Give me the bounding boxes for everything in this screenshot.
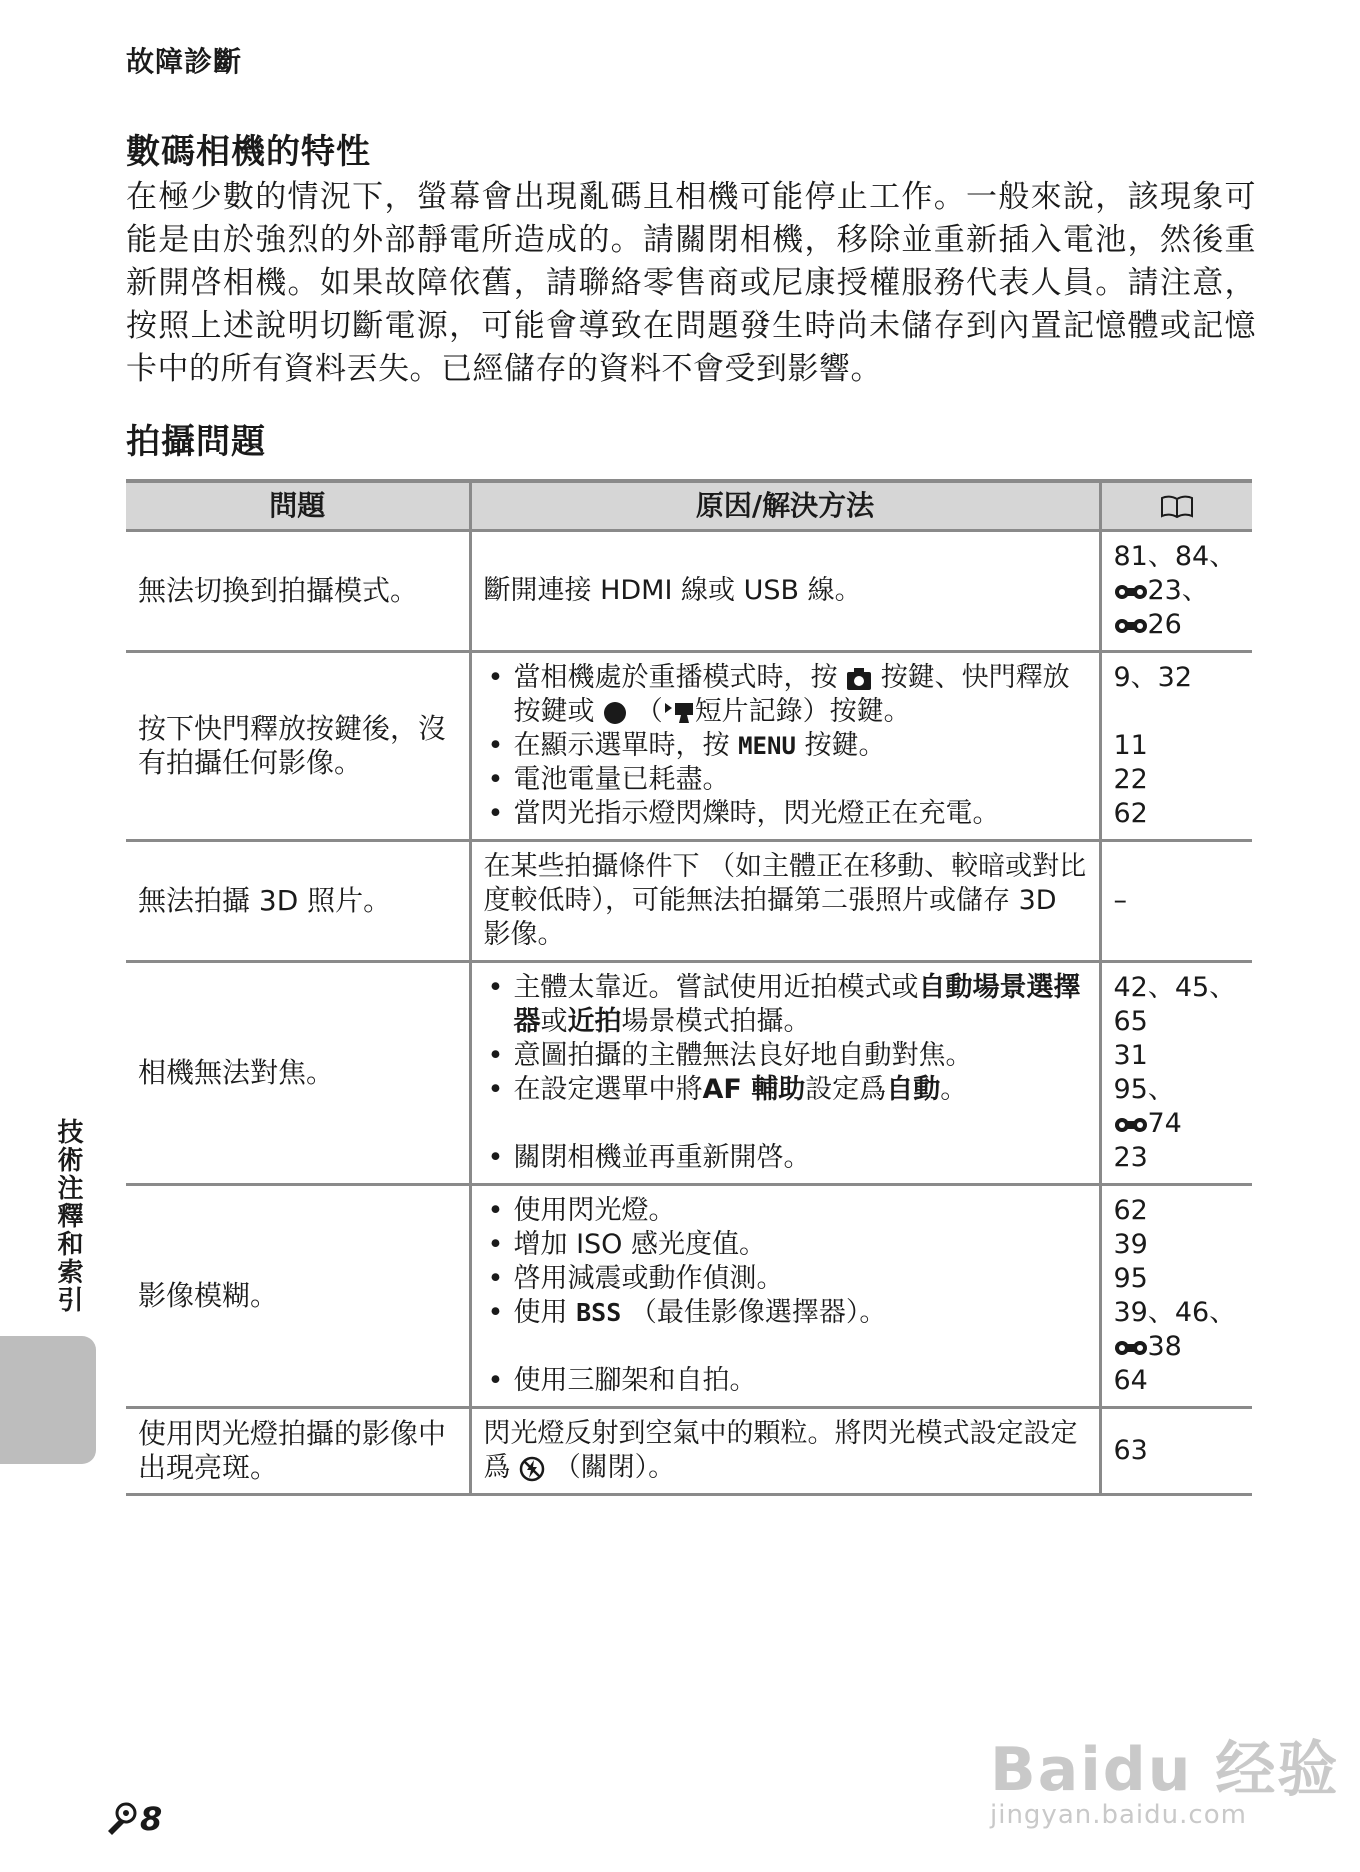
af-assist-label: AF 輔助	[702, 1074, 806, 1105]
table-row	[126, 1408, 1252, 1495]
camera-shooting-mode-icon	[846, 667, 872, 691]
scene-auto-selector-label: 自動場景選擇器	[513, 972, 1081, 1037]
table-row	[126, 962, 1252, 1185]
cause-item: • 關閉相機並再重新開啓。	[484, 1141, 1089, 1175]
reference-page: 31	[1113, 1040, 1148, 1071]
reference-section-icon	[1114, 582, 1148, 602]
bss-label: BSS	[576, 1298, 622, 1327]
troubleshooting-table	[126, 479, 1252, 1496]
cause-item: • 使用三腳架和自拍。	[484, 1364, 1089, 1398]
reference-cell	[1100, 531, 1252, 652]
page-number-text: 8	[140, 1800, 163, 1838]
header-reference	[1100, 481, 1252, 531]
header-cause: 原因/解決方法	[470, 481, 1100, 531]
cause-item: • 在設定選單中將AF 輔助設定爲自動。	[484, 1073, 1089, 1107]
reference-page: 95	[1113, 1263, 1148, 1294]
reference-page: 22	[1113, 764, 1148, 795]
reference-page: 42、45、	[1113, 972, 1237, 1003]
cause-item: • 啓用減震或動作偵測。	[484, 1262, 1089, 1296]
reference-page: 23	[1113, 1142, 1148, 1173]
problem-cell: 按下快門釋放按鍵後，沒有拍攝任何影像。	[126, 652, 470, 841]
reference-page	[1114, 608, 1243, 642]
reference-cell	[1100, 841, 1252, 962]
section-heading-digital-camera: 數碼相機的特性	[126, 132, 371, 172]
cause-item: • 主體太靠近。嘗試使用近拍模式或自動場景選擇器或近拍場景模式拍攝。	[484, 971, 1089, 1039]
watermark-sub-text: jingyan.baidu.com	[990, 1800, 1247, 1830]
book-icon	[1160, 495, 1194, 519]
reference-page: 39、46、	[1113, 1297, 1237, 1328]
table-row	[126, 841, 1252, 962]
watermark-main-text: Baidu 经验	[990, 1735, 1340, 1805]
reference-page: 81、84、	[1113, 541, 1237, 572]
table-row	[126, 1185, 1252, 1408]
running-header: 故障診斷	[126, 45, 243, 78]
table-header-row	[126, 481, 1252, 531]
problem-cell: 使用閃光燈拍攝的影像中出現亮斑。	[126, 1408, 470, 1495]
reference-page-number: 74	[1147, 1108, 1182, 1139]
table-row	[126, 531, 1252, 652]
cause-cell: 閃光燈反射到空氣中的顆粒。將閃光模式設定設定爲 （關閉）。	[470, 1408, 1100, 1495]
cause-item: • 意圖拍攝的主體無法良好地自動對焦。	[484, 1039, 1089, 1073]
section-heading-shooting-problems: 拍攝問題	[126, 422, 266, 462]
reference-page	[1114, 1330, 1243, 1364]
cause-cell	[470, 962, 1100, 1185]
tools-icon	[104, 1801, 140, 1837]
reference-page-number: 26	[1147, 609, 1182, 640]
cause-item: • 使用 BSS （最佳影像選擇器）。	[484, 1296, 1089, 1330]
menu-button-label: MENU	[738, 732, 796, 760]
flash-off-icon	[519, 1456, 545, 1482]
problem-cell: 相機無法對焦。	[126, 962, 470, 1185]
cause-item: • 在顯示選單時，按 MENU 按鍵。	[484, 729, 1089, 763]
cause-item: • 當閃光指示燈閃爍時，閃光燈正在充電。	[484, 797, 1089, 831]
cause-item: • 當相機處於重播模式時，按 按鍵、快門釋放按鍵或 （ 短片記錄）按鍵。	[484, 661, 1089, 729]
reference-cell	[1100, 1408, 1252, 1495]
reference-cell	[1100, 1185, 1252, 1408]
reference-section-icon	[1114, 616, 1148, 636]
reference-page: 62	[1113, 798, 1148, 829]
watermark	[990, 1722, 1339, 1830]
cause-item: • 增加 ISO 感光度值。	[484, 1228, 1089, 1262]
reference-page: 95、	[1113, 1074, 1175, 1105]
cause-cell: 在某些拍攝條件下 （如主體正在移動、較暗或對比度較低時），可能無法拍攝第二張照片或儲存 3D 影像。	[470, 841, 1100, 962]
reference-page: –	[1113, 885, 1127, 916]
cause-cell	[470, 652, 1100, 841]
record-button-icon	[603, 701, 627, 725]
reference-page	[1114, 574, 1243, 608]
cause-cell	[470, 1185, 1100, 1408]
reference-page: 62	[1113, 1195, 1148, 1226]
movie-icon	[663, 701, 695, 725]
reference-page: 9、32	[1113, 662, 1193, 693]
cause-cell: 斷開連接 HDMI 線或 USB 線。	[470, 531, 1100, 652]
auto-label: 自動	[886, 1074, 941, 1105]
problem-cell: 無法拍攝 3D 照片。	[126, 841, 470, 962]
section-body-digital-camera: 在極少數的情況下，螢幕會出現亂碼且相機可能停止工作。一般來說，該現象可能是由於強烈的外部靜電所造成的。請關閉相機，移除並重新插入電池，然後重新開啓相機。如果故障依舊，請聯絡零售商或尼康授權服務代表人員。請注意，按照上述說明切斷電源，可能會導致在問題發生時尚未儲存到內置記憶體或記憶卡中的所有資料丟失。已經儲存的資料不會受到影響。	[126, 179, 1256, 387]
problem-cell: 無法切換到拍攝模式。	[126, 531, 470, 652]
reference-section-icon	[1114, 1115, 1148, 1135]
page-number	[104, 1800, 162, 1838]
reference-page: 63	[1113, 1435, 1148, 1466]
reference-section-icon	[1114, 1338, 1148, 1358]
cause-item: • 電池電量已耗盡。	[484, 763, 1089, 797]
reference-cell	[1100, 652, 1252, 841]
reference-page: 65	[1113, 1006, 1148, 1037]
header-problem: 問題	[126, 481, 470, 531]
reference-page	[1114, 1107, 1243, 1141]
reference-page-number: 38	[1147, 1331, 1182, 1362]
table-row	[126, 652, 1252, 841]
reference-page: 64	[1113, 1365, 1148, 1396]
reference-cell	[1100, 962, 1252, 1185]
close-up-label: 近拍	[567, 1006, 622, 1037]
side-tab	[0, 1336, 96, 1464]
reference-page: 39	[1113, 1229, 1148, 1260]
cause-item: • 使用閃光燈。	[484, 1194, 1089, 1228]
side-tab-label: 技術注釋和索引	[53, 1118, 83, 1314]
problem-cell: 影像模糊。	[126, 1185, 470, 1408]
reference-page: 11	[1113, 730, 1148, 761]
reference-page-number: 23、	[1147, 575, 1209, 606]
